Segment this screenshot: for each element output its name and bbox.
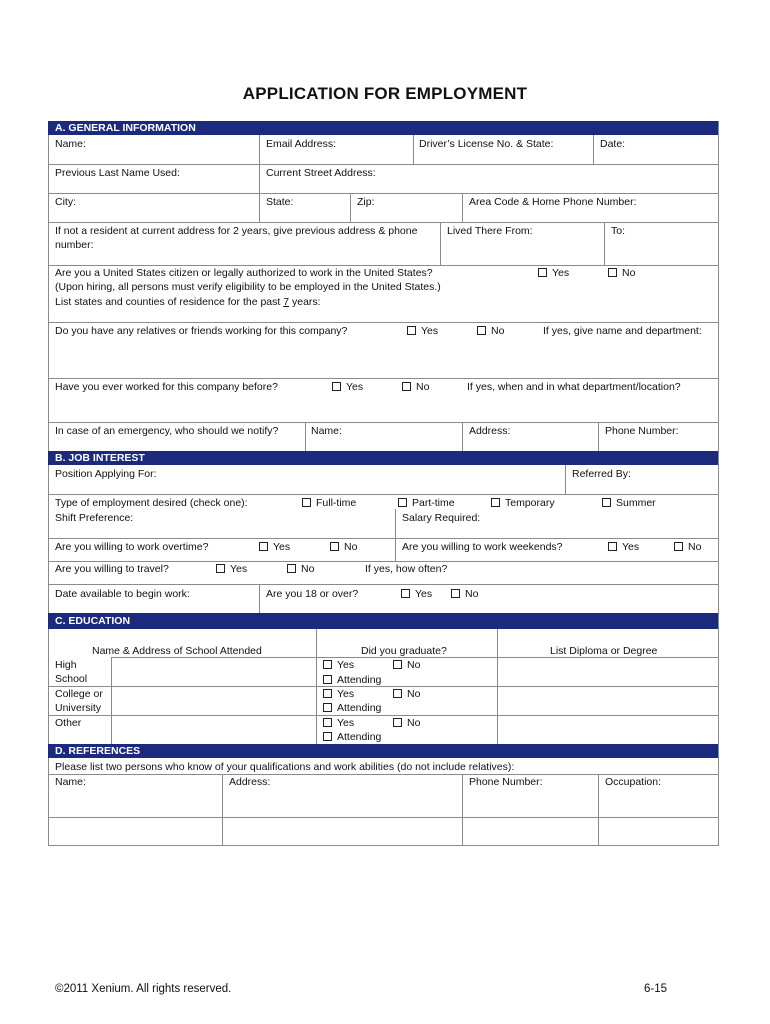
- parttime-option[interactable]: [398, 496, 455, 510]
- other-attending-option[interactable]: [323, 730, 381, 744]
- divider: [259, 584, 260, 613]
- checkbox-icon[interactable]: [608, 542, 617, 551]
- previous-last-name-label: Previous Last Name Used:: [55, 167, 180, 179]
- option-label: No: [622, 267, 636, 279]
- divider: [593, 135, 594, 164]
- divider: [462, 774, 463, 845]
- option-label: Yes: [421, 325, 439, 337]
- checkbox-icon[interactable]: [393, 660, 402, 669]
- emergency-address-label: Address:: [469, 425, 511, 437]
- option-label: No: [344, 541, 358, 553]
- divider: [48, 817, 718, 818]
- divider: [305, 422, 306, 451]
- checkbox-icon[interactable]: [323, 660, 332, 669]
- travel-question: Are you willing to travel?: [55, 563, 169, 575]
- age-yes-option[interactable]: [401, 587, 432, 601]
- hs-attending-option[interactable]: [323, 673, 381, 687]
- hs-graduate-no-option[interactable]: [393, 658, 420, 672]
- divider: [48, 584, 718, 585]
- option-label: Temporary: [505, 497, 555, 509]
- emergency-phone-label: Phone Number:: [605, 425, 679, 437]
- age-no-option[interactable]: [451, 587, 478, 601]
- checkbox-icon[interactable]: [259, 542, 268, 551]
- option-label: Summer: [616, 497, 656, 509]
- checkbox-icon[interactable]: [402, 382, 411, 391]
- previous-address-label: If not a resident at current address for 2 years, give previous address & phone number:: [55, 225, 418, 251]
- page-number: 6-15: [644, 983, 668, 995]
- diploma-column-header: List Diploma or Degree: [550, 645, 658, 657]
- divider: [604, 222, 605, 265]
- option-label: Attending: [337, 731, 382, 743]
- option-label: Attending: [337, 674, 382, 686]
- option-label: No: [407, 717, 421, 729]
- divider: [48, 378, 718, 379]
- divider: [48, 164, 718, 165]
- divider: [598, 774, 599, 845]
- divider: [259, 135, 260, 222]
- divider: [413, 135, 414, 164]
- divider: [395, 538, 396, 561]
- divider: [48, 538, 718, 539]
- citizen-yes-option[interactable]: [538, 266, 569, 280]
- checkbox-icon[interactable]: [323, 675, 332, 684]
- divider: [565, 465, 566, 494]
- lived-from-label: Lived There From:: [447, 225, 533, 237]
- overtime-yes-option[interactable]: [259, 540, 290, 554]
- divider: [48, 774, 718, 775]
- divider: [462, 422, 463, 451]
- date-label: Date:: [600, 138, 626, 150]
- graduate-column-header: Did you graduate?: [361, 645, 447, 657]
- divider: [48, 222, 718, 223]
- option-label: Yes: [337, 717, 355, 729]
- option-label: No: [416, 381, 430, 393]
- checkbox-icon[interactable]: [674, 542, 683, 551]
- option-label: Part-time: [412, 497, 455, 509]
- position-label: Position Applying For:: [55, 468, 157, 480]
- state-label: State:: [266, 196, 294, 208]
- weekends-question: Are you willing to work weekends?: [402, 541, 563, 553]
- page-title: APPLICATION FOR EMPLOYMENT: [242, 84, 528, 103]
- checkbox-icon[interactable]: [323, 703, 332, 712]
- travel-yes-option[interactable]: [216, 562, 247, 576]
- checkbox-icon[interactable]: [323, 689, 332, 698]
- reference-phone-label: Phone Number:: [469, 776, 543, 788]
- license-label: Driver’s License No. & State:: [419, 138, 554, 150]
- option-label: No: [407, 659, 421, 671]
- section-header-education: C. EDUCATION: [48, 613, 718, 629]
- emergency-question: In case of an emergency, who should we notify?: [55, 425, 279, 437]
- checkbox-icon[interactable]: [398, 498, 407, 507]
- weekends-yes-option[interactable]: [608, 540, 639, 554]
- summer-option[interactable]: [602, 496, 656, 510]
- option-label: Full-time: [316, 497, 357, 509]
- travel-how-often-label: If yes, how often?: [365, 563, 448, 575]
- form-left-border: [48, 121, 49, 845]
- worked-before-question: Have you ever worked for this company before?: [55, 381, 278, 393]
- lived-to-label: To:: [611, 225, 626, 237]
- age-question: Are you 18 or over?: [266, 588, 359, 600]
- citizen-no-option[interactable]: [608, 266, 635, 280]
- divider: [462, 193, 463, 222]
- overtime-question: Are you willing to work overtime?: [55, 541, 209, 553]
- relatives-no-option[interactable]: [477, 324, 504, 338]
- section-header-references: D. REFERENCES: [48, 744, 718, 758]
- states-years-number: 7: [283, 296, 290, 308]
- option-label: Yes: [552, 267, 570, 279]
- zip-label: Zip:: [357, 196, 375, 208]
- relatives-question: Do you have any relatives or friends working for this company?: [55, 325, 348, 337]
- citizen-note: (Upon hiring, all persons must verify eligibility to be employed in the United States.): [55, 281, 441, 293]
- option-label: No: [301, 563, 315, 575]
- checkbox-icon[interactable]: [401, 589, 410, 598]
- worked-yes-option[interactable]: [332, 380, 363, 394]
- divider: [48, 422, 718, 423]
- reference-occupation-label: Occupation:: [605, 776, 662, 788]
- reference-name-label: Name:: [55, 776, 86, 788]
- checkbox-icon[interactable]: [393, 689, 402, 698]
- checkbox-icon[interactable]: [491, 498, 500, 507]
- home-phone-label: Area Code & Home Phone Number:: [469, 196, 637, 208]
- weekends-no-option[interactable]: [674, 540, 701, 554]
- option-label: No: [688, 541, 702, 553]
- name-label: Name:: [55, 138, 86, 150]
- checkbox-icon[interactable]: [332, 382, 341, 391]
- worked-if-yes-label: If yes, when and in what department/location?: [467, 381, 681, 393]
- option-label: Yes: [415, 588, 433, 600]
- relatives-if-yes-label: If yes, give name and department:: [543, 325, 702, 337]
- divider: [48, 494, 718, 495]
- section-header-job: B. JOB INTEREST: [48, 451, 718, 465]
- option-label: Attending: [337, 702, 382, 714]
- education-row-label: High School: [55, 659, 88, 685]
- copyright-footer: ©2011 Xenium. All rights reserved.: [55, 983, 232, 995]
- option-label: No: [465, 588, 479, 600]
- school-column-header: Name & Address of School Attended: [92, 645, 262, 657]
- checkbox-icon[interactable]: [602, 498, 611, 507]
- checkbox-icon[interactable]: [302, 498, 311, 507]
- shift-preference-label: Shift Preference:: [55, 512, 134, 524]
- other-graduate-no-option[interactable]: [393, 716, 420, 730]
- citizen-question: Are you a United States citizen or legally authorized to work in the United States?: [55, 267, 433, 279]
- option-label: Yes: [622, 541, 640, 553]
- divider: [48, 686, 718, 687]
- overtime-no-option[interactable]: [330, 540, 357, 554]
- college-attending-option[interactable]: [323, 701, 381, 715]
- emergency-name-label: Name:: [311, 425, 342, 437]
- fulltime-option[interactable]: [302, 496, 356, 510]
- option-label: Yes: [230, 563, 248, 575]
- divider: [48, 193, 718, 194]
- divider: [48, 715, 718, 716]
- college-graduate-yes-option[interactable]: [323, 687, 354, 701]
- checkbox-icon[interactable]: [393, 718, 402, 727]
- college-graduate-no-option[interactable]: [393, 687, 420, 701]
- salary-label: Salary Required:: [402, 512, 481, 524]
- option-label: Yes: [337, 659, 355, 671]
- referred-by-label: Referred By:: [572, 468, 631, 480]
- begin-date-label: Date available to begin work:: [55, 588, 190, 600]
- checkbox-icon[interactable]: [330, 542, 339, 551]
- education-row-label: Other: [55, 717, 82, 729]
- option-label: No: [407, 688, 421, 700]
- employment-type-question: Type of employment desired (check one):: [55, 497, 248, 509]
- divider: [350, 193, 351, 222]
- section-header-general: A. GENERAL INFORMATION: [48, 121, 718, 135]
- travel-no-option[interactable]: [287, 562, 314, 576]
- divider: [48, 322, 718, 323]
- states-counties-label: [55, 295, 321, 309]
- relatives-yes-option[interactable]: [407, 324, 438, 338]
- checkbox-icon[interactable]: [216, 564, 225, 573]
- states-text: List states and counties of residence for the past: [55, 296, 284, 308]
- checkbox-icon[interactable]: [323, 718, 332, 727]
- reference-address-label: Address:: [229, 776, 271, 788]
- divider: [598, 422, 599, 451]
- city-label: City:: [55, 196, 76, 208]
- email-label: Email Address:: [266, 138, 337, 150]
- divider: [111, 657, 112, 744]
- divider: [440, 222, 441, 265]
- street-address-label: Current Street Address:: [266, 167, 376, 179]
- states-text: years:: [289, 296, 321, 308]
- checkbox-icon[interactable]: [323, 732, 332, 741]
- worked-no-option[interactable]: [402, 380, 429, 394]
- education-row-label: College or University: [55, 688, 103, 714]
- other-graduate-yes-option[interactable]: [323, 716, 354, 730]
- temporary-option[interactable]: [491, 496, 555, 510]
- option-label: No: [491, 325, 505, 337]
- option-label: Yes: [337, 688, 355, 700]
- checkbox-icon[interactable]: [407, 326, 416, 335]
- divider: [395, 509, 396, 538]
- checkbox-icon[interactable]: [477, 326, 486, 335]
- checkbox-icon[interactable]: [538, 268, 547, 277]
- option-label: Yes: [346, 381, 364, 393]
- checkbox-icon[interactable]: [608, 268, 617, 277]
- references-intro: Please list two persons who know of your qualifications and work abilities (do not include relatives):: [55, 761, 515, 773]
- option-label: Yes: [273, 541, 291, 553]
- hs-graduate-yes-option[interactable]: [323, 658, 354, 672]
- checkbox-icon[interactable]: [451, 589, 460, 598]
- divider: [222, 774, 223, 845]
- form-right-border: [718, 121, 719, 845]
- checkbox-icon[interactable]: [287, 564, 296, 573]
- form-bottom-border: [48, 845, 719, 846]
